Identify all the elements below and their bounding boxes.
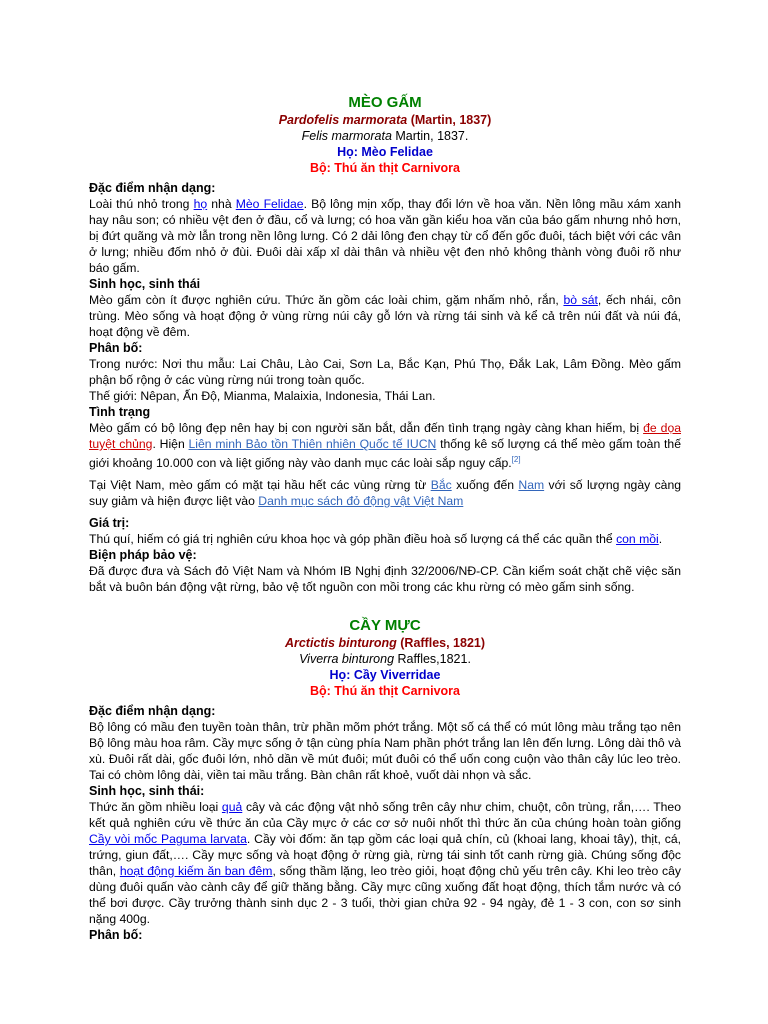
synonym-author: Raffles,1821. (394, 652, 471, 666)
text: Mèo gấm có bộ lông đẹp nên hay bị con người săn bắt, dẫn đến tình trạng ngày càng khan hiếm, bị (89, 421, 644, 435)
text: Loài thú nhỏ trong (89, 197, 194, 211)
text: , sống thầm lặng, leo trèo giỏi, hoạt động chủ yếu trên cây. Khi leo trèo cây dùng đuôi quấn vào cành cây để giữ thăng bằng. Cầy mực cũng xuống đất hoạt động, thích tắm nước và có thể bơi được. Cầy trưởng thành sinh dục 2 - 3 tuổi, thời gian chửa 92 - 94 ngày, đẻ 1 - 3 con, con sơ sinh nặng 400g. (89, 864, 681, 926)
paragraph-distribution-world: Thế giới: Nêpan, Ấn Độ, Mianma, Malaixia, Indonesia, Thái Lan. (89, 389, 436, 403)
synonym-name-italic: Felis marmorata (301, 129, 392, 143)
paragraph-vietnam (89, 477, 681, 509)
scientific-name (89, 635, 681, 651)
heading-distribution: Phân bố: (89, 928, 143, 942)
heading-identification: Đặc điểm nhận dạng: (89, 704, 216, 718)
text: cây và các động vật nhỏ sống trên cây như chim, chuột, côn trùng, rắn,…. Theo kết quả nghiên cứu về thức ăn của Cầy mực ở các cơ sở nuôi nhốt thì thức ăn của chúng hoàn toàn giống (89, 800, 681, 830)
paragraph-biology (89, 799, 681, 927)
paragraph-distribution-domestic: Trong nước: Nơi thu mẫu: Lai Châu, Lào Cai, Sơn La, Bắc Kạn, Phú Thọ, Đắk Lak, Lâm Đồng. Mèo gấm phận bố rộng ở các vùng rừng núi trong toàn quốc. (89, 357, 681, 387)
text: Tại Việt Nam, mèo gấm có mặt tại hầu hết các vùng rừng từ (89, 478, 431, 493)
family-label: Họ: Mèo Felidae (337, 145, 433, 159)
text: Thú quí, hiếm có giá trị nghiên cứu khoa học và góp phần điều hoà số lượng cá thể các quần thể (89, 532, 617, 547)
text: Thức ăn gồm nhiều loại (89, 800, 222, 814)
link-cay-voi-moc[interactable]: Cầy vòi mốc Paguma larvata (89, 832, 247, 846)
text: với số lượng ngày càng suy giảm và hiện được liệt vào (89, 478, 682, 509)
paragraph-identification: Bộ lông có mầu đen tuyền toàn thân, trừ phần mõm phớt trắng. Một số cá thể có mút lông màu trắng tạo nên Bộ lông màu hoa râm. Cầy mực sống ở tận cùng phía Nam phần phớt trắng lan lên đến lưng. Lông dài thô và xù. Đuôi rất dài, gốc đuôi lớn, nhỏ dần về mút đuôi; mút đuôi có thể uốn cong cuộn vào thân cây lúc leo trèo. Tai có chòm lông dài, viền tai mầu trắng. Bàn chân rất khoẻ, vuốt dài nhọn và sắc. (89, 720, 681, 782)
link-endangered[interactable]: đe dọa tuyệt chủng (89, 421, 682, 451)
synonym-name (89, 128, 681, 144)
family-label: Họ: Cầy Viverridae (329, 668, 441, 682)
species-title: CẦY MỰC (349, 617, 421, 634)
citation-link[interactable]: [2] (511, 455, 521, 464)
text: . Bộ lông mịn xốp, thay đổi lớn về hoa văn. Nền lông mầu xám xanh hay nâu son; có nhiều vệt đen ở đầu, cổ và lưng; có hoa văn gần kiểu hoa văn của báo gấm nhưng nhỏ hơn, bị đứt quãng và mờ lẫn trong nền lông lưng. Có 2 dải lông đen chạy từ cổ đến gốc đuôi, tách biệt với các vân ở lưng; nhiều đốm nhỏ ở đùi. Đuôi dài xấp xỉ dài thân và nhiều vệt đen nhỏ không thành vòng đuôi rõ như báo gấm. (89, 197, 681, 275)
link-qua[interactable]: quả (221, 800, 243, 814)
heading-identification: Đặc điểm nhận dạng: (89, 181, 216, 195)
scientific-author: (Martin, 1837) (407, 113, 492, 127)
scientific-name (89, 112, 681, 128)
paragraph-identification (89, 196, 681, 276)
text: , ếch nhái, côn trùng. Mèo sống và hoạt động ở vùng rừng núi cây gỗ lớn và rừng tái sinh và kể cả trên núi đất và núi đá, hoạt động về đêm. (89, 293, 681, 339)
text: xuống đến (451, 478, 519, 493)
link-bo-sat[interactable]: bò sát (563, 293, 598, 307)
synonym-name (89, 651, 681, 667)
text: . Cầy vòi đốm: ăn tạp gồm các loại quả chín, củ (khoai lang, khoai tây), thịt, cá, trứng, giun đất,…. Cầy mực sống và hoạt động ở rừng già, rừng tái sinh tốt canh rừng già. Chúng sống độc thân, (89, 832, 682, 878)
paragraph-value (89, 531, 681, 547)
heading-value: Giá trị: (89, 516, 130, 531)
link-red-book[interactable]: Danh mục sách đỏ động vật Việt Nam (258, 494, 464, 509)
text: Mèo gấm còn ít được nghiên cứu. Thức ăn gồm các loài chim, gặm nhấm nhỏ, rắn, (89, 293, 564, 307)
scientific-name-italic: Pardofelis marmorata (278, 113, 408, 127)
heading-biology: Sinh học, sinh thái: (89, 784, 205, 798)
link-meo-felidae[interactable]: Mèo Felidae (235, 197, 304, 211)
link-nam[interactable]: Nam (518, 478, 545, 493)
paragraph-status (89, 420, 681, 471)
paragraph-biology (89, 292, 681, 340)
text: nhà (207, 197, 236, 211)
order-label: Bộ: Thú ăn thịt Carnivora (310, 161, 460, 175)
link-con-moi[interactable]: con mồi (616, 532, 659, 547)
synonym-author: Martin, 1837. (391, 129, 469, 143)
link-iucn[interactable]: Liên minh Bảo tồn Thiên nhiên Quốc tế IUCN (188, 437, 437, 451)
text: . Hiện (152, 437, 189, 451)
order-label: Bộ: Thú ăn thịt Carnivora (310, 684, 460, 698)
paragraph-protection: Đã được đưa và Sách đỏ Việt Nam và Nhóm IB Nghị định 32/2006/NĐ-CP. Cần kiểm soát chặt chẽ việc săn bắt và buôn bán động vật rừng, bảo vệ tốt nguồn con mồi trong các khu rừng có mèo gấm sinh sống. (89, 564, 681, 595)
heading-protection: Biện pháp bảo vệ: (89, 548, 197, 563)
link-hoat-dong-dem[interactable]: hoạt động kiếm ăn ban đêm (119, 864, 273, 878)
scientific-name-italic: Arctictis binturong (284, 636, 397, 650)
synonym-name-italic: Viverra binturong (299, 652, 395, 666)
scientific-author: (Raffles, 1821) (396, 636, 486, 650)
text: . (658, 532, 663, 547)
heading-status: Tình trạng (89, 405, 151, 419)
text: thống kê số lượng cá thể mèo gấm toàn thế giới khoảng 10.000 con và liệt giống này vào danh mục các loài sắp nguy cấp. (89, 437, 681, 471)
species-section-cay-muc (89, 616, 681, 943)
link-ho[interactable]: họ (193, 197, 208, 211)
heading-biology: Sinh học, sinh thái (89, 277, 201, 291)
species-section-meo-gam (89, 93, 681, 595)
heading-distribution: Phân bố: (89, 341, 143, 355)
link-bac[interactable]: Bắc (430, 478, 452, 493)
species-title: MÈO GẤM (348, 94, 422, 111)
